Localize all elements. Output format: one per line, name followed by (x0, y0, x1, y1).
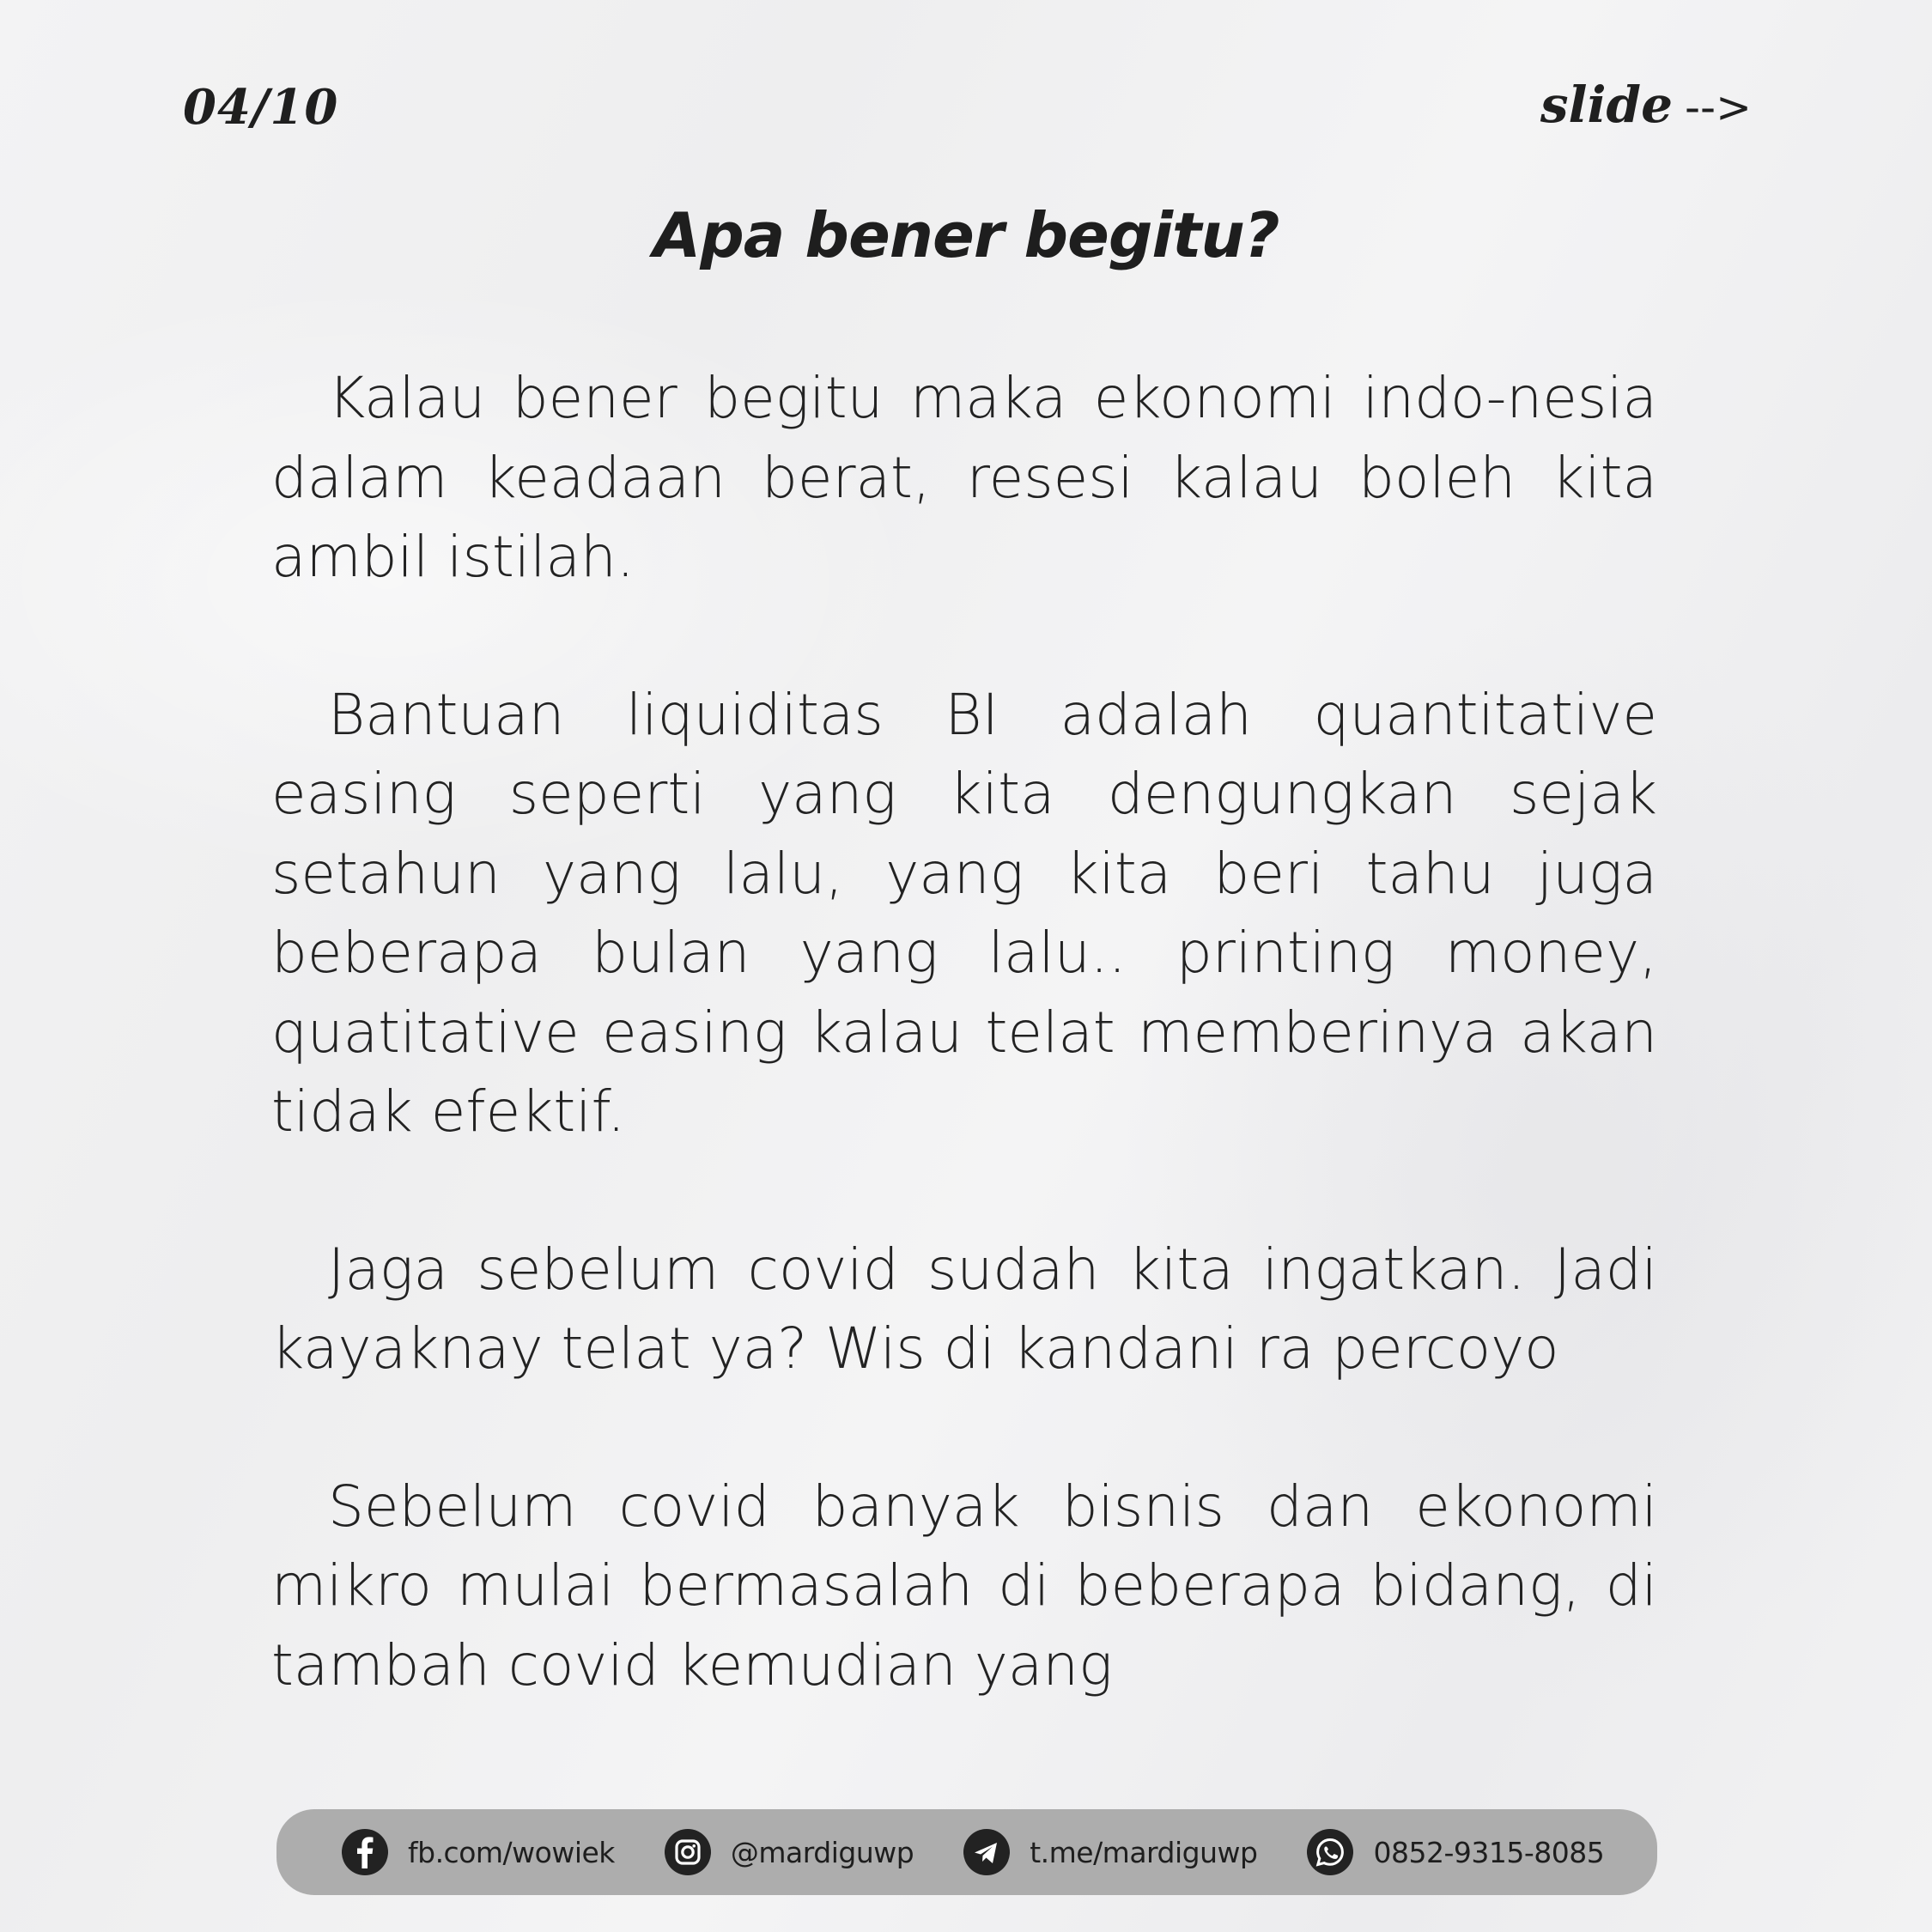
paragraph: Kalau bener begitu maka ekonomi indo-nesia dalam keadaan berat, resesi kalau boleh kita ambil istilah. (271, 365, 1657, 590)
paragraph: Sebelum covid banyak bisnis dan ekonomi mikro mulai bermasalah di beberapa bidang, di tambah covid kemudian yang (271, 1473, 1657, 1698)
whatsapp-icon (1307, 1829, 1353, 1875)
facebook-icon (342, 1829, 388, 1875)
social-instagram[interactable] (665, 1829, 914, 1875)
contact-footer-bar (276, 1809, 1657, 1895)
telegram-link[interactable]: t.me/mardiguwp (1030, 1835, 1258, 1869)
slide-hint-label: slide (1540, 76, 1674, 134)
social-facebook[interactable] (342, 1829, 615, 1875)
instagram-icon (665, 1829, 711, 1875)
social-telegram[interactable] (963, 1829, 1257, 1875)
whatsapp-number[interactable]: 0852-9315-8085 (1373, 1835, 1605, 1869)
instagram-link[interactable]: @mardiguwp (730, 1835, 914, 1869)
telegram-icon (963, 1829, 1010, 1875)
facebook-link[interactable]: fb.com/wowiek (408, 1835, 615, 1869)
page-title: Apa bener begitu? (653, 199, 1279, 271)
paragraph: Bantuan liquiditas BI adalah quantitative easing seperti yang kita dengungkan sejak setahun yang lalu, yang kita beri tahu juga beberapa bulan yang lalu.. printing money, quatitative easing kalau telat memberinya akan tidak efektif. (271, 681, 1657, 1145)
slide-hint (1540, 76, 1752, 134)
paragraph: Jaga sebelum covid sudah kita ingatkan. Jadi kayaknay telat ya? Wis di kandani ra percoyo (271, 1236, 1657, 1382)
social-whatsapp[interactable] (1307, 1829, 1604, 1875)
page-indicator: 04/10 (183, 79, 339, 136)
arrow-right-icon: --> (1685, 82, 1752, 132)
body-text (271, 359, 1657, 1783)
